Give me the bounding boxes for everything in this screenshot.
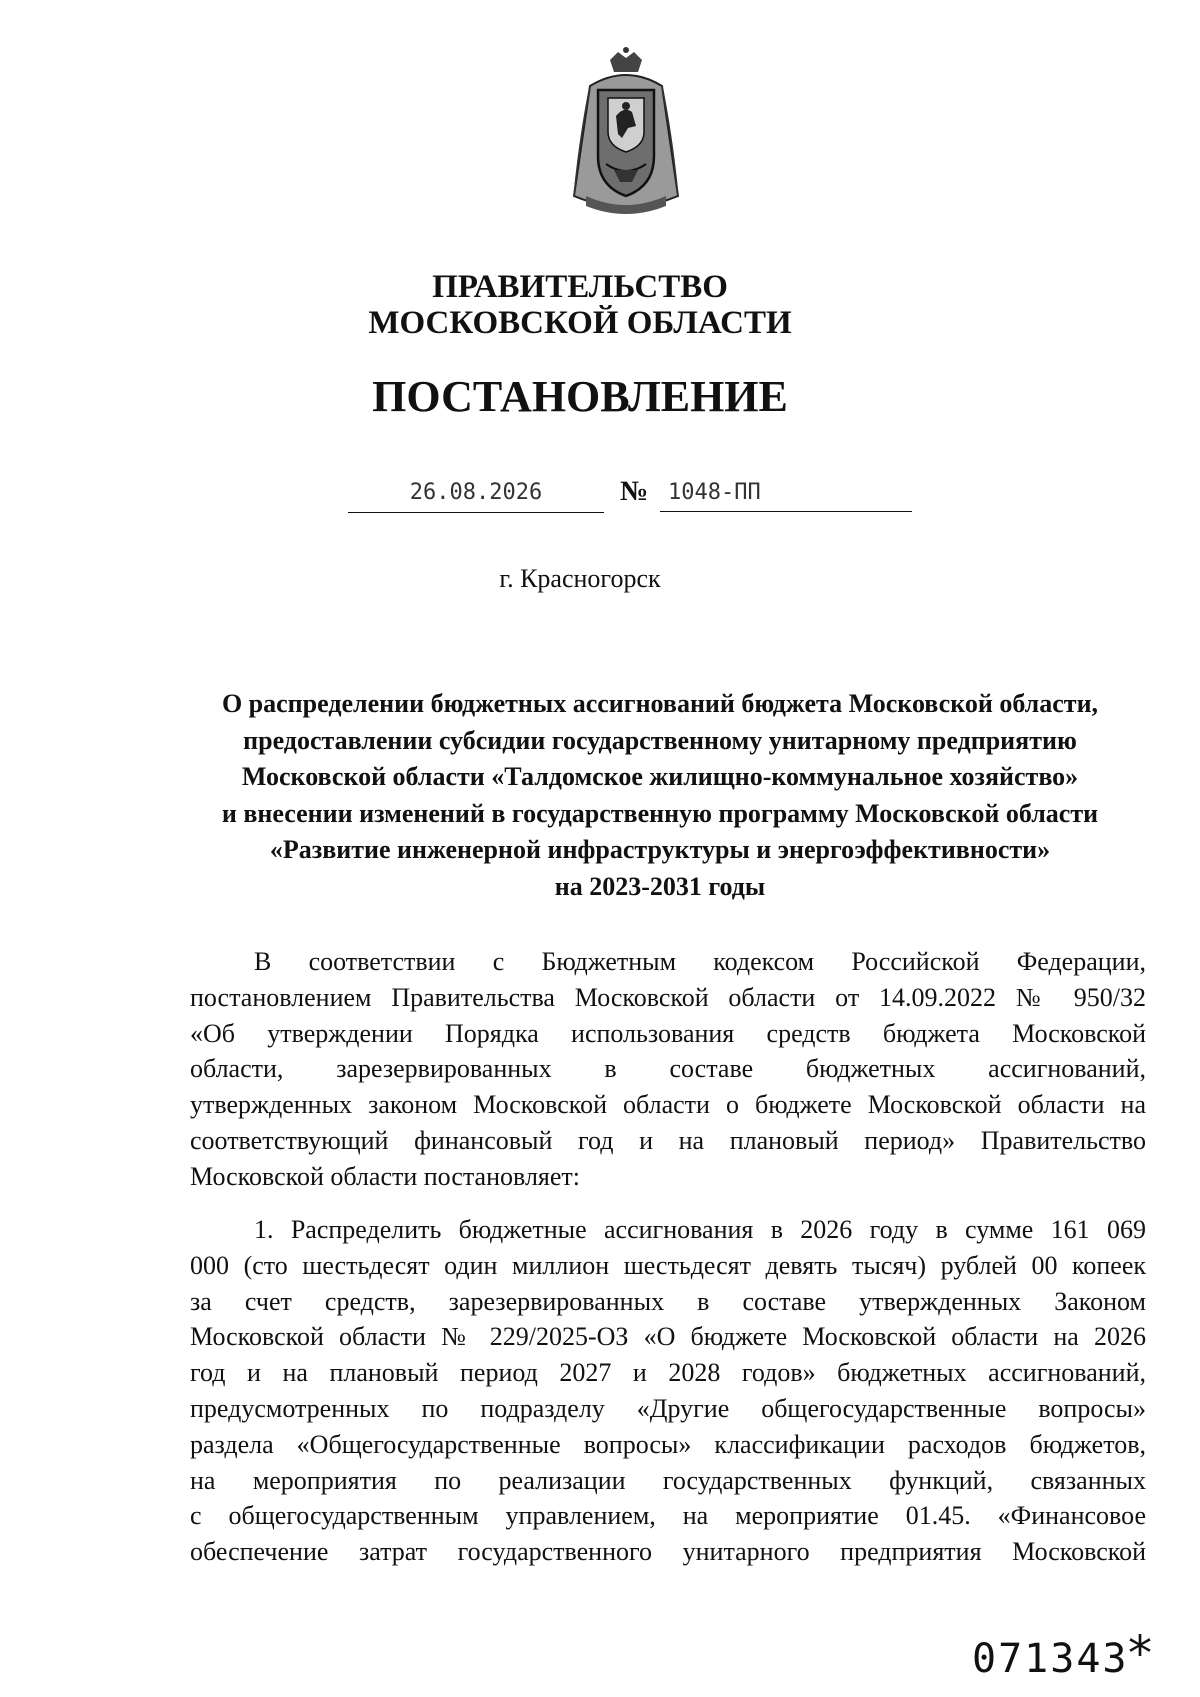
document-subject bbox=[180, 686, 1140, 905]
subject-line: предоставлении субсидии государственному унитарному предприятию bbox=[243, 725, 1077, 755]
star-mark: * bbox=[1128, 1626, 1152, 1682]
subject-line: О распределении бюджетных ассигнований бюджета Московской области, bbox=[221, 689, 1099, 718]
paragraph-line: постановлением Правительства Московской области от 14.09.2022 № 950/32 bbox=[190, 982, 1146, 1012]
city: г. Красногорск bbox=[499, 564, 661, 593]
paragraph-line: раздела «Общегосударственные вопросы» классификации расходов бюджетов, bbox=[190, 1429, 1146, 1459]
subject-line: «Развитие инженерной инфраструктуры и энергоэффективности» bbox=[269, 835, 1051, 864]
paragraph-line: области, зарезервированных в составе бюджетных ассигнований, bbox=[190, 1054, 1146, 1084]
paragraph-line: Московской области постановляет: bbox=[190, 1161, 580, 1191]
document-date: 26.08.2026 bbox=[348, 476, 604, 513]
subject-line: Московской области «Талдомское жилищно-коммунальное хозяйство» bbox=[241, 762, 1079, 791]
number-sign: № bbox=[620, 476, 649, 507]
paragraph-line: «Об утверждении Порядка использования средств бюджета Московской bbox=[190, 1018, 1146, 1048]
document-number: 1048-ПП bbox=[660, 476, 912, 512]
paragraph-line: В соответствии с Бюджетным кодексом Российской Федерации, bbox=[254, 947, 1146, 976]
paragraph-line: 1. Распределить бюджетные ассигнования в 2026 году в сумме 161 069 bbox=[254, 1215, 1146, 1244]
paragraph-line: за счет средств, зарезервированных в составе утвержденных Законом bbox=[190, 1286, 1146, 1316]
preamble-paragraph bbox=[190, 944, 1146, 1195]
clause-1-paragraph bbox=[190, 1212, 1146, 1570]
coat-of-arms-icon bbox=[566, 46, 686, 221]
paragraph-line: год и на плановый период 2027 и 2028 годов» бюджетных ассигнований, bbox=[190, 1358, 1146, 1388]
paragraph-line: с общегосударственным управлением, на мероприятие 01.45. «Финансовое bbox=[190, 1501, 1146, 1531]
government-title: ПРАВИТЕЛЬСТВО bbox=[432, 269, 728, 305]
subject-line: на 2023-2031 годы bbox=[554, 871, 766, 901]
paragraph-line: 000 (сто шестьдесят один миллион шестьдесят девять тысяч) рублей 00 копеек bbox=[190, 1250, 1146, 1280]
paragraph-line: утвержденных законом Московской области о бюджете Московской области на bbox=[190, 1090, 1146, 1120]
paragraph-line: соответствующий финансовый год и на плановый период» Правительство bbox=[190, 1125, 1146, 1155]
subject-line: и внесении изменений в государственную программу Московской области bbox=[221, 798, 1099, 828]
paragraph-line: обеспечение затрат государственного унитарного предприятия Московской bbox=[190, 1537, 1146, 1567]
paragraph-line: на мероприятия по реализации государственных функций, связанных bbox=[190, 1465, 1146, 1495]
paragraph-line: предусмотренных по подразделу «Другие общегосударственные вопросы» bbox=[190, 1393, 1146, 1423]
government-region: МОСКОВСКОЙ ОБЛАСТИ bbox=[368, 305, 792, 341]
paragraph-line: Московской области № 229/2025-ОЗ «О бюджете Московской области на 2026 bbox=[190, 1322, 1146, 1352]
serial-number-stamp: 071343 bbox=[972, 1636, 1129, 1682]
document-type: ПОСТАНОВЛЕНИЕ bbox=[372, 372, 788, 421]
